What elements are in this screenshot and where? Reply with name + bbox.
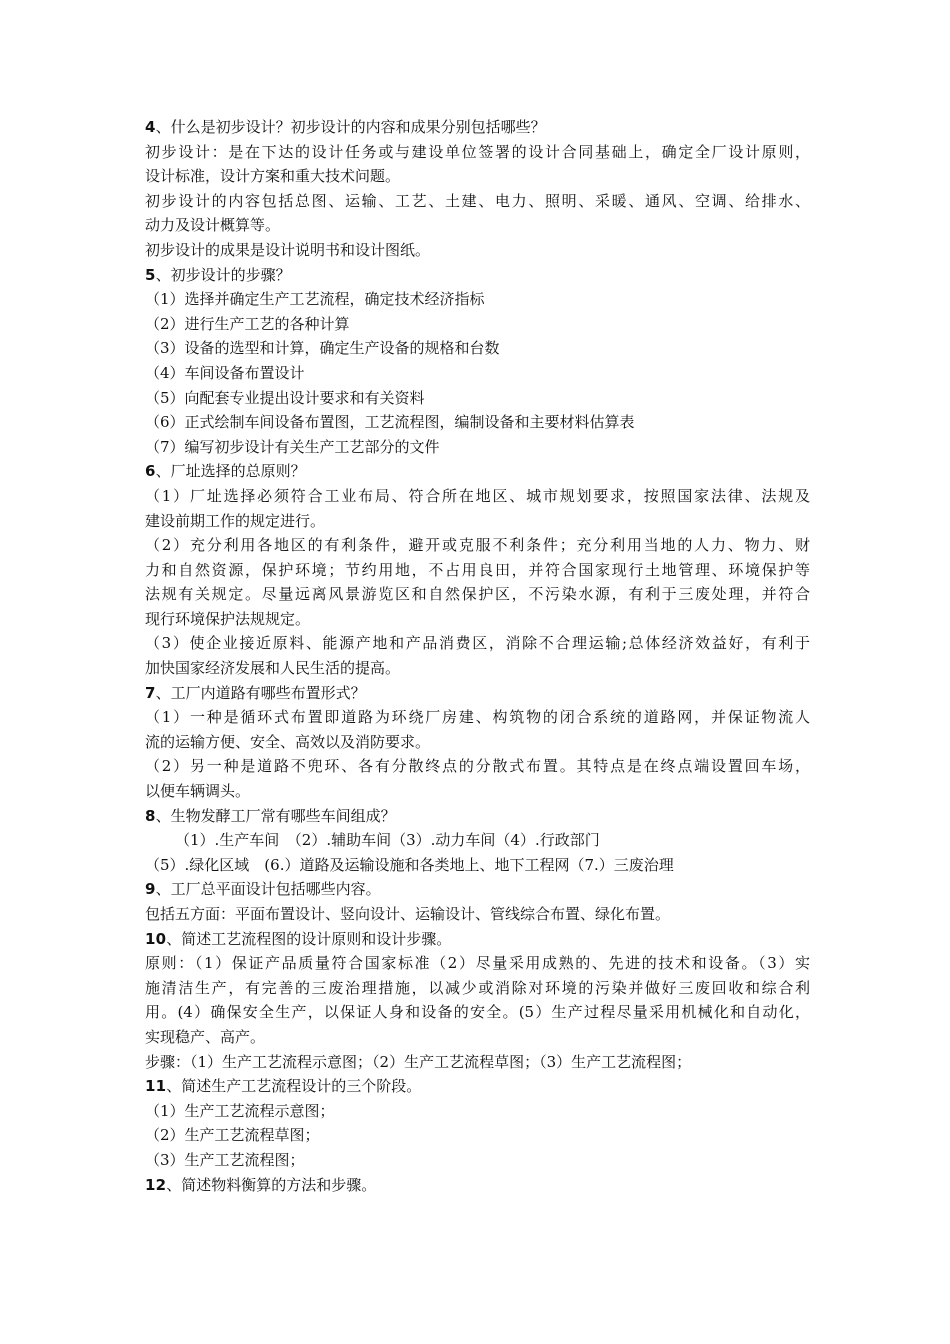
text-line [145, 1025, 810, 1050]
line-text: （1）生产工艺流程示意图； [145, 1101, 335, 1120]
line-text: （1）一种是循环式布置即道路为环绕厂房建、构筑物的闭合系统的道路网，并保证物流人 [145, 708, 810, 727]
document-page [145, 115, 810, 1197]
text-line [145, 754, 810, 779]
line-text: 、什么是初步设计？初步设计的内容和成果分别包括哪些？ [155, 118, 546, 136]
line-text: 初步设计：是在下达的设计任务或与建设单位签署的设计合同基础上，确定全厂设计原则， [145, 142, 810, 161]
line-text: 动力及设计概算等。 [145, 216, 281, 235]
text-line [145, 1050, 810, 1075]
question-heading [145, 1074, 810, 1099]
line-text: 流的运输方便、安全、高效以及消防要求。 [145, 732, 431, 751]
line-text: （2）另一种是道路不兜环、各有分散终点的分散式布置。其特点是在终点端设置回车场， [145, 757, 810, 776]
line-text: 力和自然资源，保护环境；节约用地，不占用良田，并符合国家现行土地管理、环境保护等 [145, 560, 810, 579]
question-number: 4 [145, 118, 156, 136]
text-line [145, 140, 810, 165]
text-line [145, 509, 810, 534]
line-text: 、工厂内道路有哪些布置形式？ [155, 683, 366, 702]
line-text: （5）向配套专业提出设计要求和有关资料 [145, 388, 425, 407]
text-line [145, 1123, 810, 1148]
question-number: 9 [145, 880, 156, 899]
text-line [145, 1099, 810, 1124]
line-text: 现行环境保护法规规定。 [145, 609, 311, 628]
line-text: 用。(4）确保安全生产，以保证人身和设备的安全。(5）生产过程尽量采用机械化和自动化， [145, 1003, 810, 1022]
line-text: 、初步设计的步骤？ [155, 265, 291, 284]
text-line [145, 902, 810, 927]
line-text: 、简述工艺流程图的设计原则和设计步骤。 [166, 929, 452, 948]
line-text: （6）正式绘制车间设备布置图，工艺流程图，编制设备和主要材料估算表 [145, 413, 635, 432]
line-text: （3）生产工艺流程图； [145, 1150, 305, 1169]
line-text: 以便车辆调头。 [145, 782, 251, 801]
text-line [145, 1148, 810, 1173]
text-line [145, 238, 810, 263]
question-heading [145, 804, 810, 829]
line-text: 、厂址选择的总原则？ [155, 462, 306, 481]
question-heading [145, 263, 810, 288]
question-heading [145, 459, 810, 484]
line-text: 建设前期工作的规定进行。 [145, 511, 326, 530]
text-line [145, 656, 810, 681]
question-number: 10 [145, 929, 167, 948]
line-text: 法规有关规定。尽量远离风景游览区和自然保护区，不污染水源，有利于三废处理，并符合 [145, 585, 810, 604]
question-number: 12 [145, 1175, 167, 1194]
line-text: 实现稳产、高产。 [145, 1027, 266, 1046]
text-line [145, 828, 810, 853]
line-text: （1）.生产车间 （2）.辅助车间（3）.动力车间（4）.行政部门 [175, 831, 600, 850]
line-text: （3）使企业接近原料、能源产地和产品消费区，消除不合理运输;总体经济效益好，有利于 [145, 634, 810, 653]
question-number: 6 [145, 462, 156, 481]
question-number: 11 [145, 1077, 167, 1096]
text-line [145, 779, 810, 804]
line-text: （1）选择并确定生产工艺流程，确定技术经济指标 [145, 290, 485, 309]
text-line [145, 730, 810, 755]
text-line [145, 558, 810, 583]
line-text: 、简述生产工艺流程设计的三个阶段。 [166, 1077, 422, 1096]
text-line [145, 484, 810, 509]
text-line [145, 287, 810, 312]
line-text: （2）充分利用各地区的有利条件，避开或克服不利条件；充分利用当地的人力、物力、财 [145, 536, 810, 555]
question-heading [145, 681, 810, 706]
line-text: 初步设计的成果是设计说明书和设计图纸。 [145, 240, 431, 259]
question-heading [145, 927, 810, 952]
line-text: 加快国家经济发展和人民生活的提高。 [145, 659, 401, 678]
line-text: （2）生产工艺流程草图； [145, 1126, 320, 1145]
text-line [145, 386, 810, 411]
line-text: （4）车间设备布置设计 [145, 363, 305, 382]
text-line [145, 336, 810, 361]
text-line [145, 631, 810, 656]
line-text: 包括五方面：平面布置设计、竖向设计、运输设计、管线综合布置、绿化布置。 [145, 905, 671, 923]
question-number: 8 [145, 806, 156, 825]
line-text: 、工厂总平面设计包括哪些内容。 [155, 880, 381, 899]
text-line [145, 951, 810, 976]
text-line [145, 361, 810, 386]
text-line [145, 976, 810, 1001]
text-line [145, 1000, 810, 1025]
line-text: 施清洁生产，有完善的三废治理措施，以减少或消除对环境的污染并做好三废回收和综合利 [145, 978, 810, 997]
line-text: （5）.绿化区域 (6.）道路及运输设施和各类地上、地下工程网（7.）三废治理 [145, 855, 674, 874]
line-text: （3）设备的选型和计算，确定生产设备的规格和台数 [145, 339, 500, 358]
text-line [145, 164, 810, 189]
question-heading [145, 877, 810, 902]
text-line [145, 189, 810, 214]
line-text: 步骤：（1）生产工艺流程示意图；（2）生产工艺流程草图；（3）生产工艺流程图； [145, 1052, 692, 1071]
text-line [145, 410, 810, 435]
text-line [145, 582, 810, 607]
line-text: （1）厂址选择必须符合工业布局、符合所在地区、城市规划要求，按照国家法律、法规及 [145, 486, 810, 505]
question-heading [145, 1173, 810, 1198]
line-text: （2）进行生产工艺的各种计算 [145, 314, 350, 333]
line-text: 初步设计的内容包括总图、运输、工艺、土建、电力、照明、采暖、通风、空调、给排水、 [145, 191, 810, 210]
question-heading [145, 115, 810, 140]
line-text: 、简述物料衡算的方法和步骤。 [166, 1175, 377, 1194]
line-text: 原则：（1）保证产品质量符合国家标准（2）尽量采用成熟的、先进的技术和设备。（3）实 [145, 954, 810, 973]
line-text: 设计标准，设计方案和重大技术问题。 [145, 167, 401, 186]
text-line [145, 607, 810, 632]
text-line [145, 312, 810, 337]
text-line [145, 853, 810, 878]
question-number: 5 [145, 265, 156, 284]
line-text: （7）编写初步设计有关生产工艺部分的文件 [145, 437, 440, 456]
line-text: 、生物发酵工厂常有哪些车间组成？ [155, 806, 396, 825]
text-line [145, 705, 810, 730]
text-line [145, 533, 810, 558]
text-line [145, 213, 810, 238]
text-line [145, 435, 810, 460]
question-number: 7 [145, 683, 156, 702]
